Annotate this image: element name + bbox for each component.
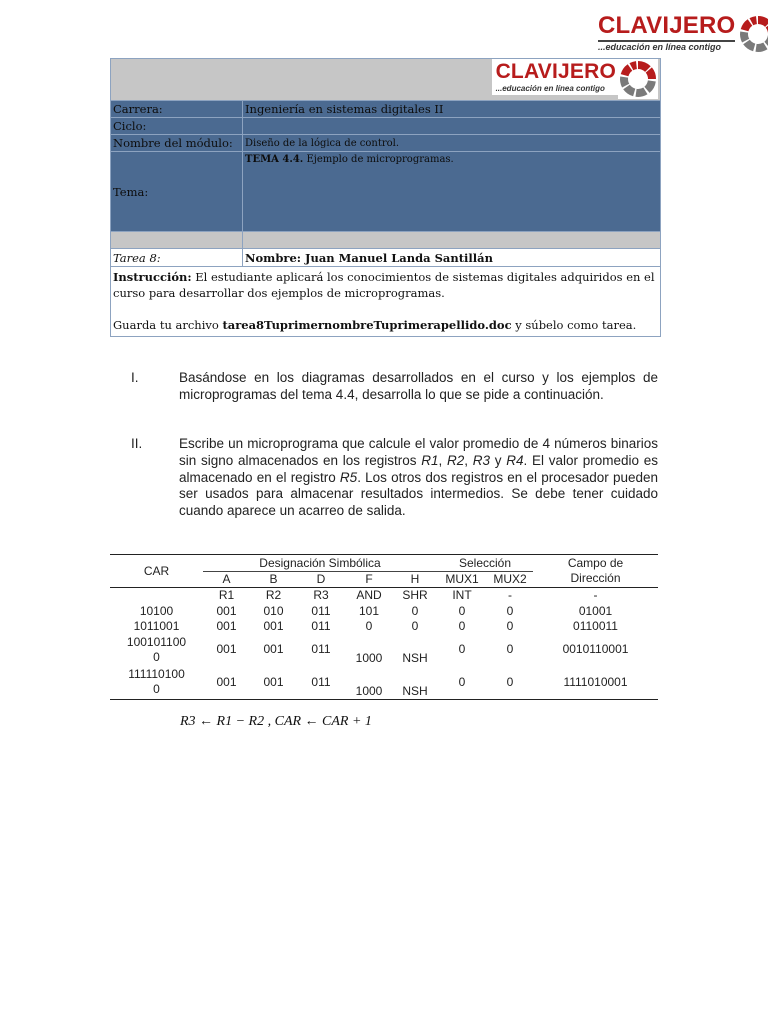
cell: AND [356, 588, 382, 603]
cell: 111110100 0 [110, 666, 203, 700]
gear-ring-icon [618, 59, 658, 99]
save-instruction [113, 317, 658, 333]
col-a: A [203, 572, 250, 588]
save-suffix: y súbelo como tarea. [511, 318, 637, 332]
col-b: B [250, 572, 297, 588]
table-row [110, 619, 658, 634]
cell: - [593, 588, 598, 603]
carrera-value: Ingeniería en sistemas digitales II [243, 101, 661, 118]
question-2-part: . Los otros dos registros en el procesador pueden ser usados para almacenar resultados intermedios. Se debe tener cuidado cuando aparece un acarreo de salida. [179, 469, 659, 519]
campo-header [533, 555, 658, 588]
file-name: tarea8TuprimernombreTuprimerapellido.doc [222, 318, 512, 332]
cell: 001 [216, 618, 237, 633]
logo-tagline: ...educación en línea contigo [495, 84, 605, 93]
question-1 [131, 370, 658, 404]
table-row [110, 604, 658, 619]
cell: 0 [458, 618, 466, 633]
campo-header-line1: Campo de [567, 556, 624, 570]
register-r2: R2 [447, 452, 465, 468]
question-2-part: Escribe un microprograma que calcule el valor promedio de 4 números binarios sin signo almacenados en los registros [179, 436, 658, 468]
cell: NSH [402, 650, 428, 665]
col-mux2: MUX2 [487, 572, 533, 588]
col-mux1: MUX1 [437, 572, 487, 588]
cell: 1111010001 [533, 666, 658, 700]
cell: SHR [402, 588, 428, 603]
designacion-header: Designación Simbólica [203, 555, 437, 572]
clavijero-logo-header [492, 59, 658, 99]
cell: R2 [265, 588, 282, 603]
campo-header-line2: Dirección [570, 571, 621, 585]
question-1-number: I. [131, 370, 139, 385]
question-2-sep: , [464, 452, 473, 468]
cell: 0 [506, 618, 514, 633]
cell: 0010110001 [562, 642, 629, 656]
microoperation-formula: R3 ← R1 − R2 , CAR ← CAR + 1 [180, 714, 372, 729]
cell: 0 [506, 642, 514, 656]
col-d: D [297, 572, 345, 588]
logo-tagline: ...educación en línea contigo [598, 42, 722, 52]
cell: 100101100 0 [126, 634, 187, 664]
clavijero-logo-top [598, 14, 768, 54]
cell: 1011001 [133, 618, 180, 633]
tema-number: TEMA 4.4. [245, 154, 304, 165]
register-r5: R5 [339, 469, 358, 485]
cell: 011 [297, 666, 345, 700]
logo-brand: CLAVIJERO [495, 60, 616, 83]
cell: - [508, 588, 512, 603]
cell: 010 [263, 603, 284, 618]
question-2 [131, 436, 658, 520]
ciclo-label: Ciclo: [111, 118, 243, 135]
cell: 001 [203, 666, 250, 700]
register-r3: R3 [472, 452, 491, 468]
cell: 10100 [139, 603, 174, 618]
cell: 01001 [578, 603, 613, 618]
save-prefix: Guarda tu archivo [113, 318, 223, 332]
question-2-sep: , [438, 452, 447, 468]
question-2-text [179, 436, 658, 520]
cell: R1 [218, 588, 235, 603]
cell: 0 [458, 642, 466, 656]
cell: 1000 [355, 650, 383, 665]
seleccion-header: Selección [437, 555, 533, 572]
cell: INT [452, 588, 472, 603]
cell: 0 [506, 603, 514, 618]
instruction-cell [111, 267, 661, 337]
carrera-label: Carrera: [111, 101, 243, 118]
question-2-part: . El valor promedio es almacenado en el registro [179, 452, 658, 485]
instruction-label: Instrucción: [113, 270, 192, 284]
student-name: Nombre: Juan Manuel Landa Santillán [243, 249, 661, 267]
cell: 011 [311, 603, 331, 618]
cell: 0 [437, 666, 487, 700]
cell: 011 [311, 642, 331, 656]
col-f: F [345, 572, 393, 588]
ciclo-value [243, 118, 661, 135]
register-r1: R1 [421, 452, 439, 468]
cell: NSH [393, 666, 437, 700]
question-2-part: y [490, 452, 507, 468]
gear-ring-icon [738, 14, 768, 54]
cell [110, 588, 203, 604]
tema-title: Ejemplo de microprogramas. [303, 154, 454, 165]
table-row [110, 666, 658, 700]
instruction-body: El estudiante aplicará los conocimientos de sistemas digitales adquiridos en el curso para desarrollar dos ejemplos de microprogramas. [113, 270, 655, 300]
cell: 0 [411, 603, 419, 618]
table-row [110, 588, 658, 604]
instruction-text [113, 269, 658, 301]
cell: 001 [216, 603, 237, 618]
cell: 0110011 [573, 618, 618, 633]
cell: 011 [311, 618, 331, 633]
tema-label: Tema: [111, 152, 243, 232]
cell: 0 [487, 666, 533, 700]
tema-value [243, 152, 661, 232]
tarea-label: Tarea 8: [111, 249, 243, 267]
cell: 001 [263, 618, 284, 633]
question-1-text: Basándose en los diagramas desarrollados en el curso y los ejemplos de microprogramas del tema 4.4, desarrolla lo que se pide a continuación. [179, 370, 658, 402]
microprogram-table [110, 554, 658, 700]
cell: R3 [313, 588, 329, 603]
car-header: CAR [110, 555, 203, 588]
table-row [110, 634, 658, 666]
cell: 001 [250, 666, 297, 700]
register-r4: R4 [506, 452, 524, 468]
cell: 1000 [345, 666, 393, 700]
cell: 0 [458, 603, 466, 618]
cell: 101 [358, 603, 380, 618]
logo-brand: CLAVIJERO [598, 12, 736, 39]
gray-spacer-left [111, 232, 243, 249]
col-h: H [393, 572, 437, 588]
modulo-value: Diseño de la lógica de control. [243, 135, 661, 152]
cell: 0 [411, 618, 419, 633]
cell: 0 [365, 618, 373, 633]
header-banner [111, 59, 661, 101]
question-2-number: II. [131, 436, 143, 451]
assignment-header-table [110, 58, 661, 337]
cell: 001 [216, 642, 237, 656]
modulo-label: Nombre del módulo: [111, 135, 243, 152]
cell: 001 [263, 642, 284, 656]
gray-spacer-right [243, 232, 661, 249]
